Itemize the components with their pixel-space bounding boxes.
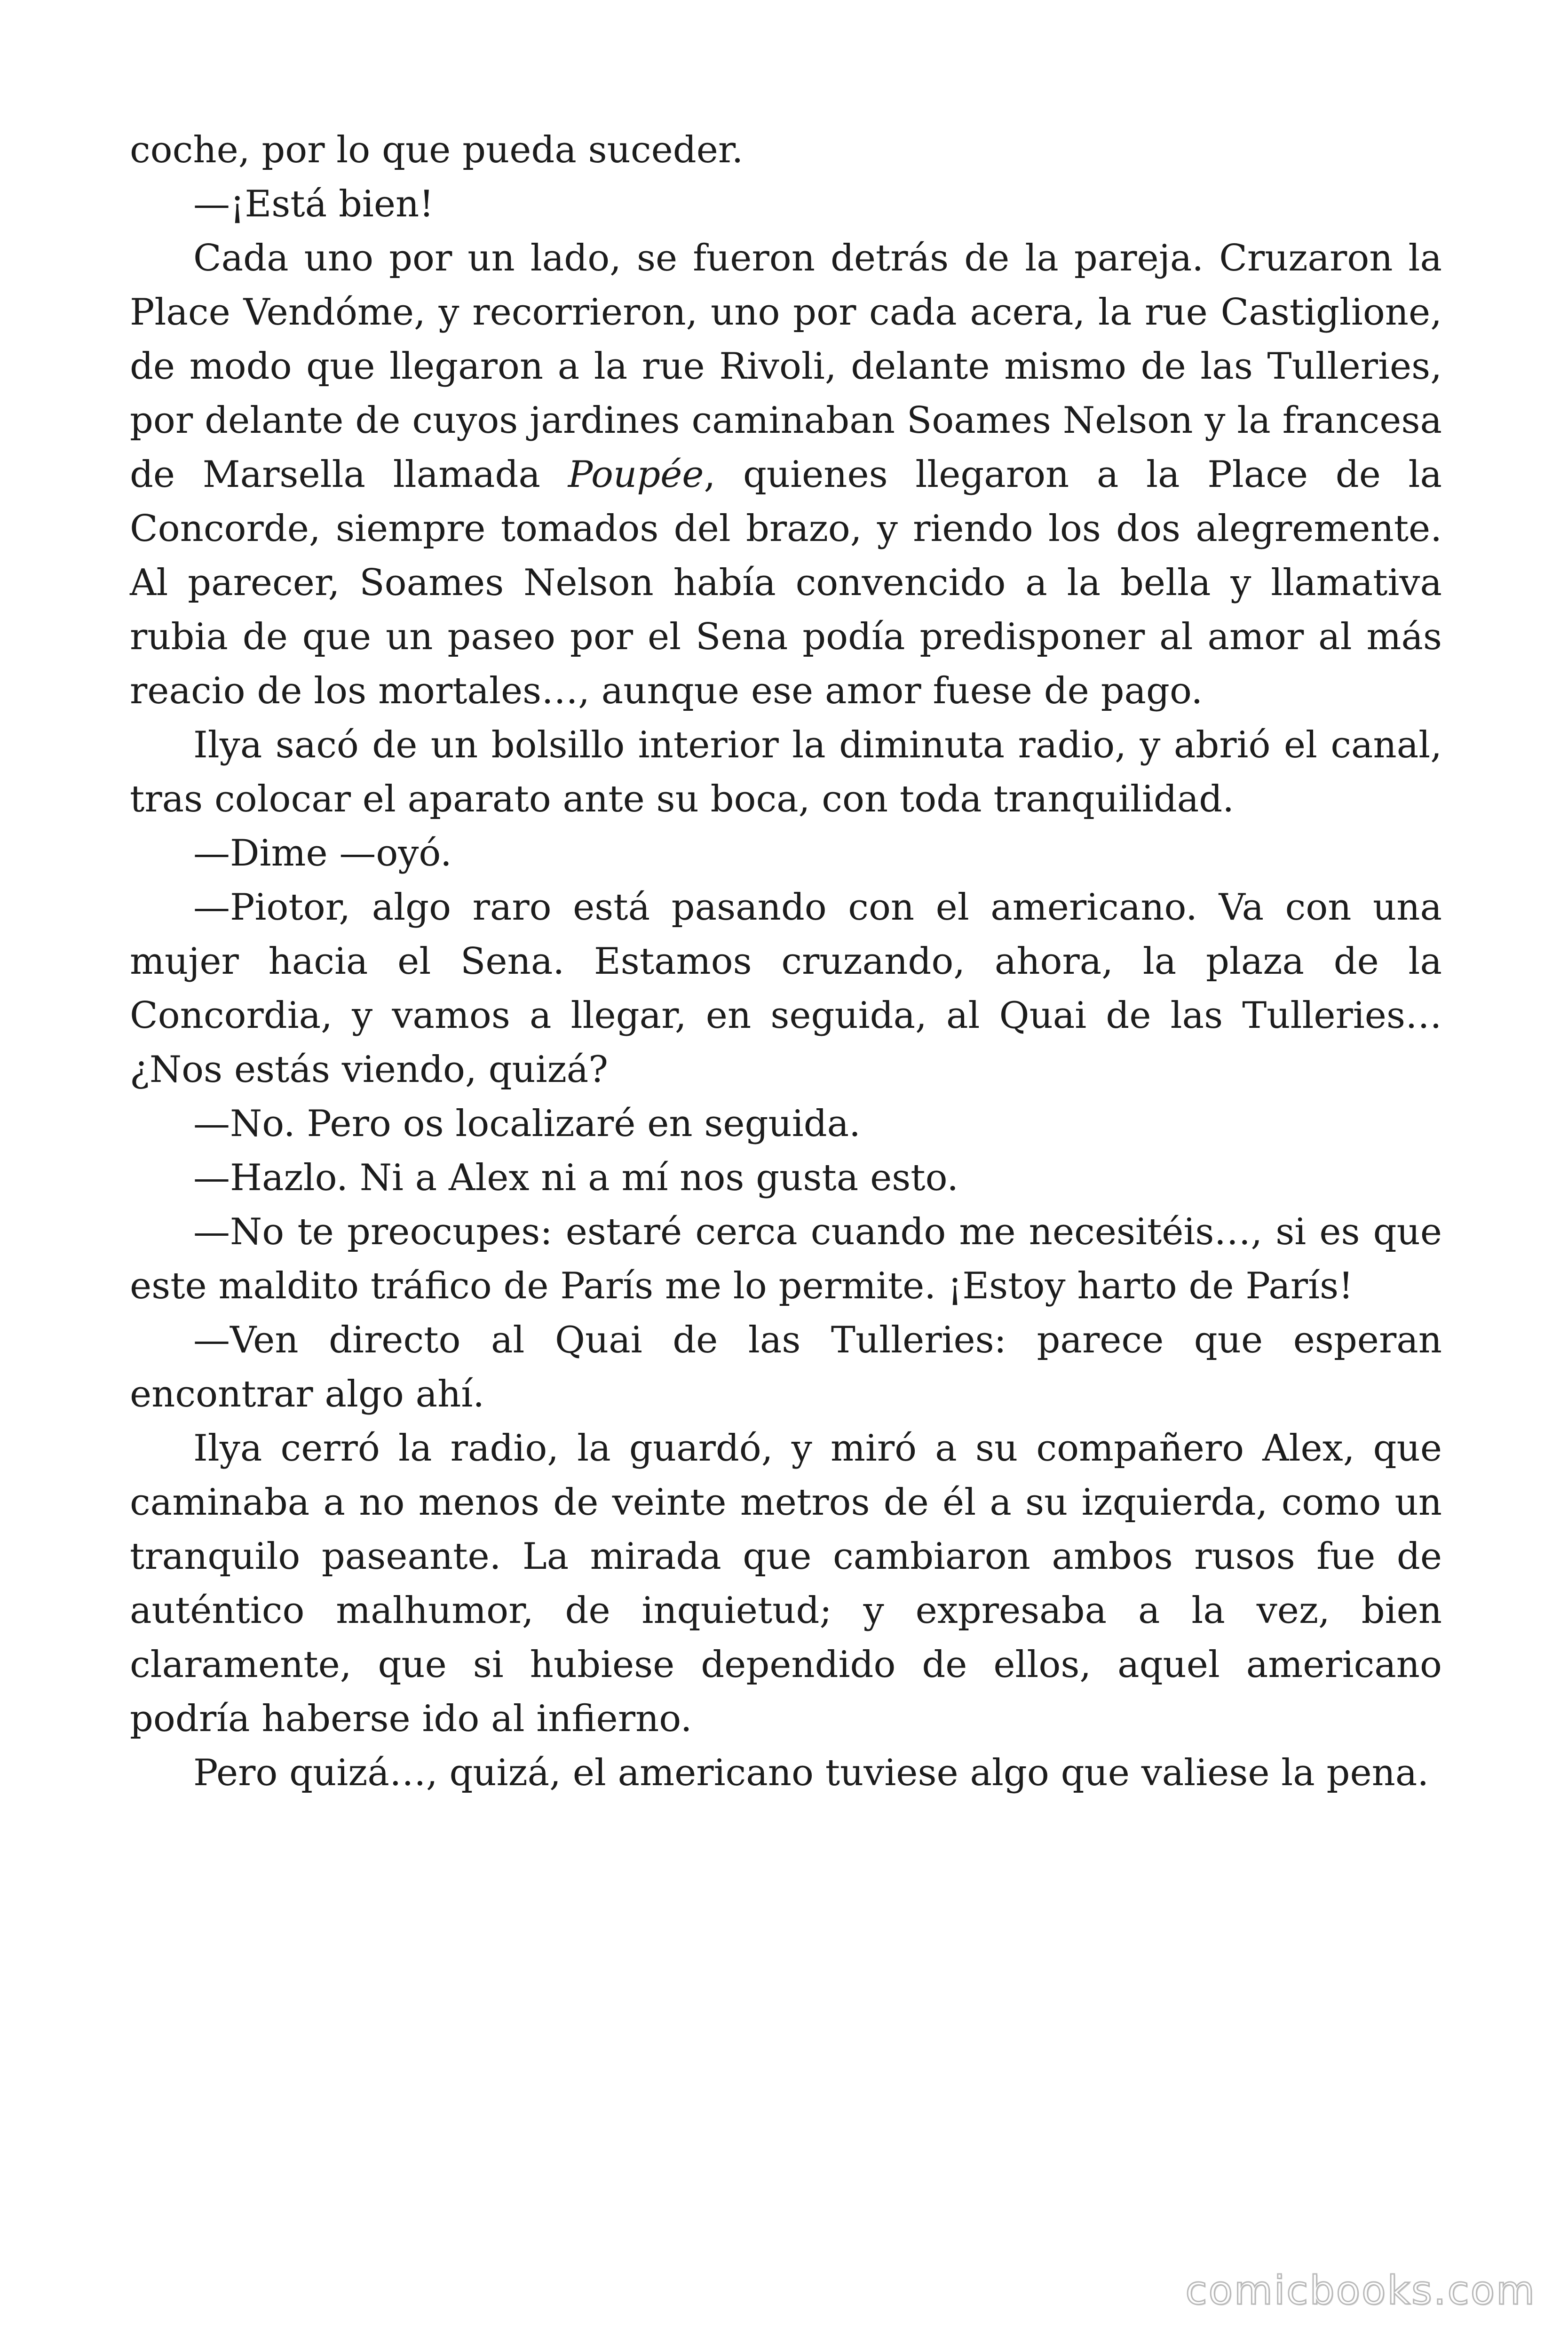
- paragraph-8: —Hazlo. Ni a Alex ni a mí nos gusta esto.: [193, 1157, 958, 1199]
- paragraph-3-part-1: Cada uno por un lado, se fueron detrás de la pareja. Cruzaron la Place Vendóme, y recorrieron, uno por cada acera, la rue Castiglione, de modo que llegaron a la rue Rivoli, delante mismo de las Tulleries, por delante de cuyos jardines caminaban Soames Nelson y la francesa de Marsella llamada: [130, 237, 1442, 496]
- paragraph-2: —¡Está bien!: [193, 183, 434, 225]
- paragraph-5: —Dime —oyó.: [193, 832, 452, 874]
- watermark: comicbooks.com: [1185, 2267, 1536, 2313]
- page-text: [130, 123, 1442, 1800]
- paragraph-12: Pero quizá…, quizá, el americano tuviese algo que valiese la pena.: [193, 1752, 1429, 1794]
- paragraph-6: —Piotor, algo raro está pasando con el americano. Va con una mujer hacia el Sena. Estamos cruzando, ahora, la plaza de la Concordia, y vamos a llegar, en seguida, al Quai de las Tulleries… ¿Nos estás viendo, quizá?: [130, 886, 1442, 1091]
- paragraph-7: —No. Pero os localizaré en seguida.: [193, 1103, 861, 1145]
- paragraph-1: coche, por lo que pueda suceder.: [130, 129, 744, 171]
- paragraph-11: Ilya cerró la radio, la guardó, y miró a su compañero Alex, que caminaba a no menos de veinte metros de él a su izquierda, como un tranquilo paseante. La mirada que cambiaron ambos rusos fue de auténtico malhumor, de inquietud; y expresaba a la vez, bien claramente, que si hubiese dependido de ellos, aquel americano podría haberse ido al infierno.: [130, 1427, 1442, 1740]
- paragraph-4: Ilya sacó de un bolsillo interior la diminuta radio, y abrió el canal, tras colocar el aparato ante su boca, con toda tranquilidad.: [130, 724, 1442, 820]
- paragraph-3: [130, 231, 1442, 718]
- paragraph-9: —No te preocupes: estaré cerca cuando me necesitéis…, si es que este maldito tráfico de París me lo permite. ¡Estoy harto de París!: [130, 1211, 1442, 1307]
- paragraph-10: —Ven directo al Quai de las Tulleries: parece que esperan encontrar algo ahí.: [130, 1319, 1442, 1415]
- poupee-italic: Poupée: [568, 453, 704, 496]
- paragraph-3-part-2: , quienes llegaron a la Place de la Concorde, siempre tomados del brazo, y riendo los dos alegremente. Al parecer, Soames Nelson había convencido a la bella y llamativa rubia de que un paseo por el Sena podía predisponer al amor al más reacio de los mortales…, aunque ese amor fuese de pago.: [130, 453, 1442, 712]
